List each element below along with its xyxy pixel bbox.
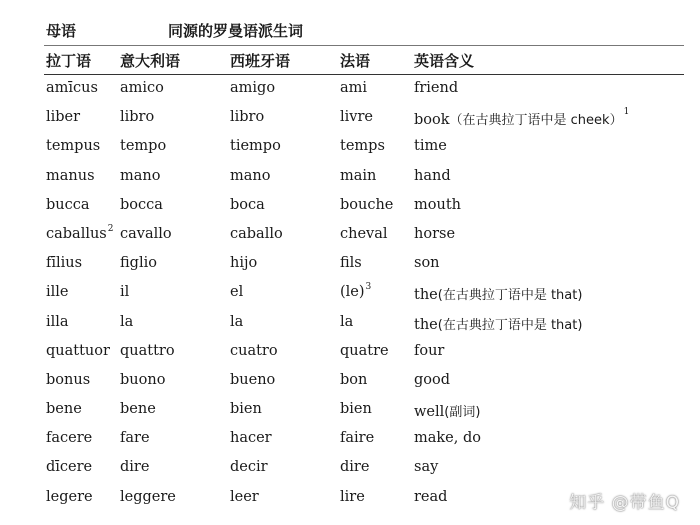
english-meaning-text: mouth [414, 196, 461, 213]
french-word-text: temps [340, 138, 385, 155]
meaning-note: (在古典拉丁语中是 that) [437, 317, 583, 333]
table-row [44, 255, 684, 284]
spanish-word [230, 284, 243, 300]
spanish-word-text: leer [230, 488, 259, 505]
italian-word [120, 459, 149, 475]
table-row [44, 372, 684, 401]
column-header-italian: 意大利语 [120, 52, 181, 70]
latin-word [46, 255, 82, 271]
italian-word [120, 401, 156, 417]
footnote-marker: 1 [623, 107, 630, 118]
english-meaning [414, 314, 582, 333]
spanish-word-text: bueno [230, 371, 276, 388]
french-word [340, 314, 353, 330]
footnote-marker: 2 [107, 223, 114, 234]
english-meaning-text: make, do [414, 430, 481, 447]
spanish-word [230, 459, 268, 475]
italian-word [120, 80, 164, 96]
english-meaning [414, 168, 451, 184]
italian-word-text: tempo [120, 138, 167, 155]
table-row [44, 168, 684, 197]
italian-word-text: fare [120, 430, 150, 447]
latin-word [46, 372, 90, 388]
french-word-text: la [340, 313, 354, 330]
english-meaning [414, 226, 455, 242]
header-rule [44, 45, 684, 46]
italian-word [120, 489, 176, 505]
english-meaning-text: well [414, 404, 445, 421]
italian-word [120, 372, 165, 388]
table-row [44, 109, 684, 138]
latin-word-text: quattuor [46, 342, 110, 359]
french-word [340, 197, 393, 213]
latin-word-text: bonus [46, 371, 91, 388]
spanish-word [230, 197, 265, 213]
english-meaning [414, 459, 438, 475]
english-meaning-text: the [414, 316, 438, 333]
french-word-text: cheval [340, 225, 388, 242]
english-meaning [414, 197, 461, 213]
spanish-word-text: cuatro [230, 342, 278, 359]
english-meaning [414, 372, 450, 388]
romance-derivatives-label: 同源的罗曼语派生词 [168, 22, 304, 40]
spanish-word-text: bien [230, 401, 262, 418]
english-meaning-text: book [414, 112, 450, 129]
spanish-word [230, 430, 272, 446]
column-header-spanish: 西班牙语 [230, 52, 291, 70]
latin-word-text: tempus [46, 138, 101, 155]
word-table [44, 80, 684, 518]
italian-word [120, 109, 154, 125]
footnote-marker: 3 [365, 282, 372, 293]
latin-word-text: facere [46, 430, 93, 447]
column-header-latin: 拉丁语 [46, 52, 92, 70]
meaning-note: (副词) [444, 405, 481, 421]
spanish-word-text: boca [230, 196, 265, 213]
italian-word-text: il [120, 284, 130, 301]
table-row [44, 284, 684, 313]
english-meaning-text: friend [414, 80, 459, 96]
french-word-text: fils [340, 255, 362, 272]
spanish-word-text: tiempo [230, 138, 281, 155]
spanish-word-text: amigo [230, 80, 276, 96]
french-word [340, 343, 389, 359]
english-meaning-text: say [414, 459, 439, 476]
spanish-word [230, 372, 275, 388]
french-word-text: quatre [340, 342, 389, 359]
french-word-text: main [340, 167, 377, 184]
spanish-word [230, 168, 270, 184]
table-row [44, 223, 684, 255]
italian-word [120, 343, 175, 359]
english-meaning [414, 80, 458, 96]
latin-word-text: illa [46, 313, 69, 330]
latin-word [46, 343, 110, 359]
spanish-word [230, 343, 278, 359]
spanish-word-text: caballo [230, 225, 283, 242]
english-meaning-text: son [414, 255, 440, 272]
latin-word-text: bene [46, 401, 82, 418]
french-word [340, 459, 369, 475]
latin-word-text: bucca [46, 196, 90, 213]
latin-word [46, 314, 69, 330]
table-row [44, 430, 684, 459]
column-header-english: 英语含义 [414, 52, 475, 70]
english-meaning [414, 255, 440, 271]
french-word-text: bon [340, 371, 368, 388]
latin-word [46, 284, 69, 300]
italian-word [120, 284, 129, 300]
latin-word [46, 489, 93, 505]
latin-word [46, 109, 80, 125]
latin-word [46, 197, 90, 213]
italian-word-text: amico [120, 80, 164, 96]
italian-word-text: buono [120, 371, 166, 388]
french-word [340, 489, 365, 505]
english-meaning-text: four [414, 342, 445, 359]
spanish-word [230, 226, 283, 242]
latin-word [46, 223, 114, 242]
mother-language-label: 母语 [46, 22, 77, 40]
french-word [340, 109, 373, 125]
italian-word-text: libro [120, 109, 155, 126]
french-word-text: bien [340, 401, 372, 418]
latin-word-text: fīlius [46, 255, 83, 272]
spanish-word [230, 489, 259, 505]
latin-word-text: legere [46, 488, 93, 505]
spanish-word-text: hijo [230, 255, 258, 272]
table-row [44, 343, 684, 372]
english-meaning-text: good [414, 371, 451, 388]
spanish-word [230, 255, 257, 271]
italian-word [120, 314, 133, 330]
latin-word-text: caballus [46, 225, 107, 242]
english-meaning [414, 343, 444, 359]
italian-word-text: quattro [120, 342, 175, 359]
italian-word-text: cavallo [120, 225, 172, 242]
latin-word [46, 401, 82, 417]
english-meaning-text: read [414, 488, 448, 505]
latin-word [46, 430, 92, 446]
table-row [44, 138, 684, 167]
english-meaning-text: hand [414, 167, 451, 184]
italian-word [120, 226, 172, 242]
italian-word [120, 255, 157, 271]
french-word-text: bouche [340, 196, 394, 213]
french-word [340, 372, 367, 388]
english-meaning-text: horse [414, 225, 456, 242]
table-row [44, 80, 684, 109]
french-word [340, 80, 367, 96]
spanish-word-text: hacer [230, 430, 272, 447]
latin-word-text: manus [46, 167, 95, 184]
english-meaning [414, 489, 447, 505]
english-meaning [414, 430, 481, 446]
latin-word-text: amīcus [46, 80, 98, 96]
spanish-word [230, 401, 262, 417]
french-word-text: livre [340, 109, 373, 126]
spanish-word-text: mano [230, 167, 271, 184]
italian-word [120, 430, 150, 446]
spanish-word [230, 138, 281, 154]
column-header-french: 法语 [340, 52, 371, 70]
latin-word [46, 168, 95, 184]
column-header-row [44, 50, 684, 72]
column-header-rule [44, 74, 684, 75]
table-row [44, 459, 684, 488]
french-word [340, 255, 362, 271]
group-header [44, 20, 684, 42]
english-meaning [414, 138, 447, 154]
french-word [340, 138, 385, 154]
french-word-text: dire [340, 459, 370, 476]
latin-word [46, 459, 92, 475]
italian-word [120, 168, 160, 184]
italian-word-text: leggere [120, 488, 176, 505]
french-word [340, 226, 388, 242]
english-meaning-text: the [414, 287, 438, 304]
spanish-word [230, 314, 243, 330]
table-row [44, 197, 684, 226]
spanish-word [230, 80, 275, 96]
french-word-text: lire [340, 488, 365, 505]
italian-word-text: dire [120, 459, 150, 476]
french-word-text: faire [340, 430, 375, 447]
spanish-word [230, 109, 264, 125]
italian-word-text: bene [120, 401, 156, 418]
latin-word [46, 138, 100, 154]
spanish-word-text: decir [230, 459, 268, 476]
english-meaning [414, 401, 480, 420]
french-word [340, 430, 374, 446]
french-word-text: ami [340, 80, 368, 96]
english-meaning [414, 284, 582, 303]
italian-word-text: mano [120, 167, 161, 184]
italian-word-text: la [120, 313, 134, 330]
english-meaning-text: time [414, 138, 447, 155]
spanish-word-text: la [230, 313, 244, 330]
italian-word [120, 138, 166, 154]
italian-word [120, 197, 163, 213]
english-meaning [414, 109, 629, 128]
watermark: 知乎 @带鱼Q [569, 493, 680, 513]
meaning-note: (在古典拉丁语中是 that) [437, 288, 583, 304]
meaning-note: （在古典拉丁语中是 cheek） [449, 113, 623, 129]
table-row [44, 314, 684, 343]
latin-word-text: liber [46, 109, 81, 126]
french-word-text: (le) [340, 284, 365, 301]
italian-word-text: figlio [120, 255, 157, 272]
table-row [44, 401, 684, 430]
latin-word [46, 80, 98, 96]
spanish-word-text: el [230, 284, 244, 301]
latin-word-text: dīcere [46, 459, 93, 476]
italian-word-text: bocca [120, 196, 163, 213]
spanish-word-text: libro [230, 109, 265, 126]
latin-word-text: ille [46, 284, 69, 301]
french-word [340, 168, 376, 184]
french-word [340, 284, 371, 300]
french-word [340, 401, 372, 417]
